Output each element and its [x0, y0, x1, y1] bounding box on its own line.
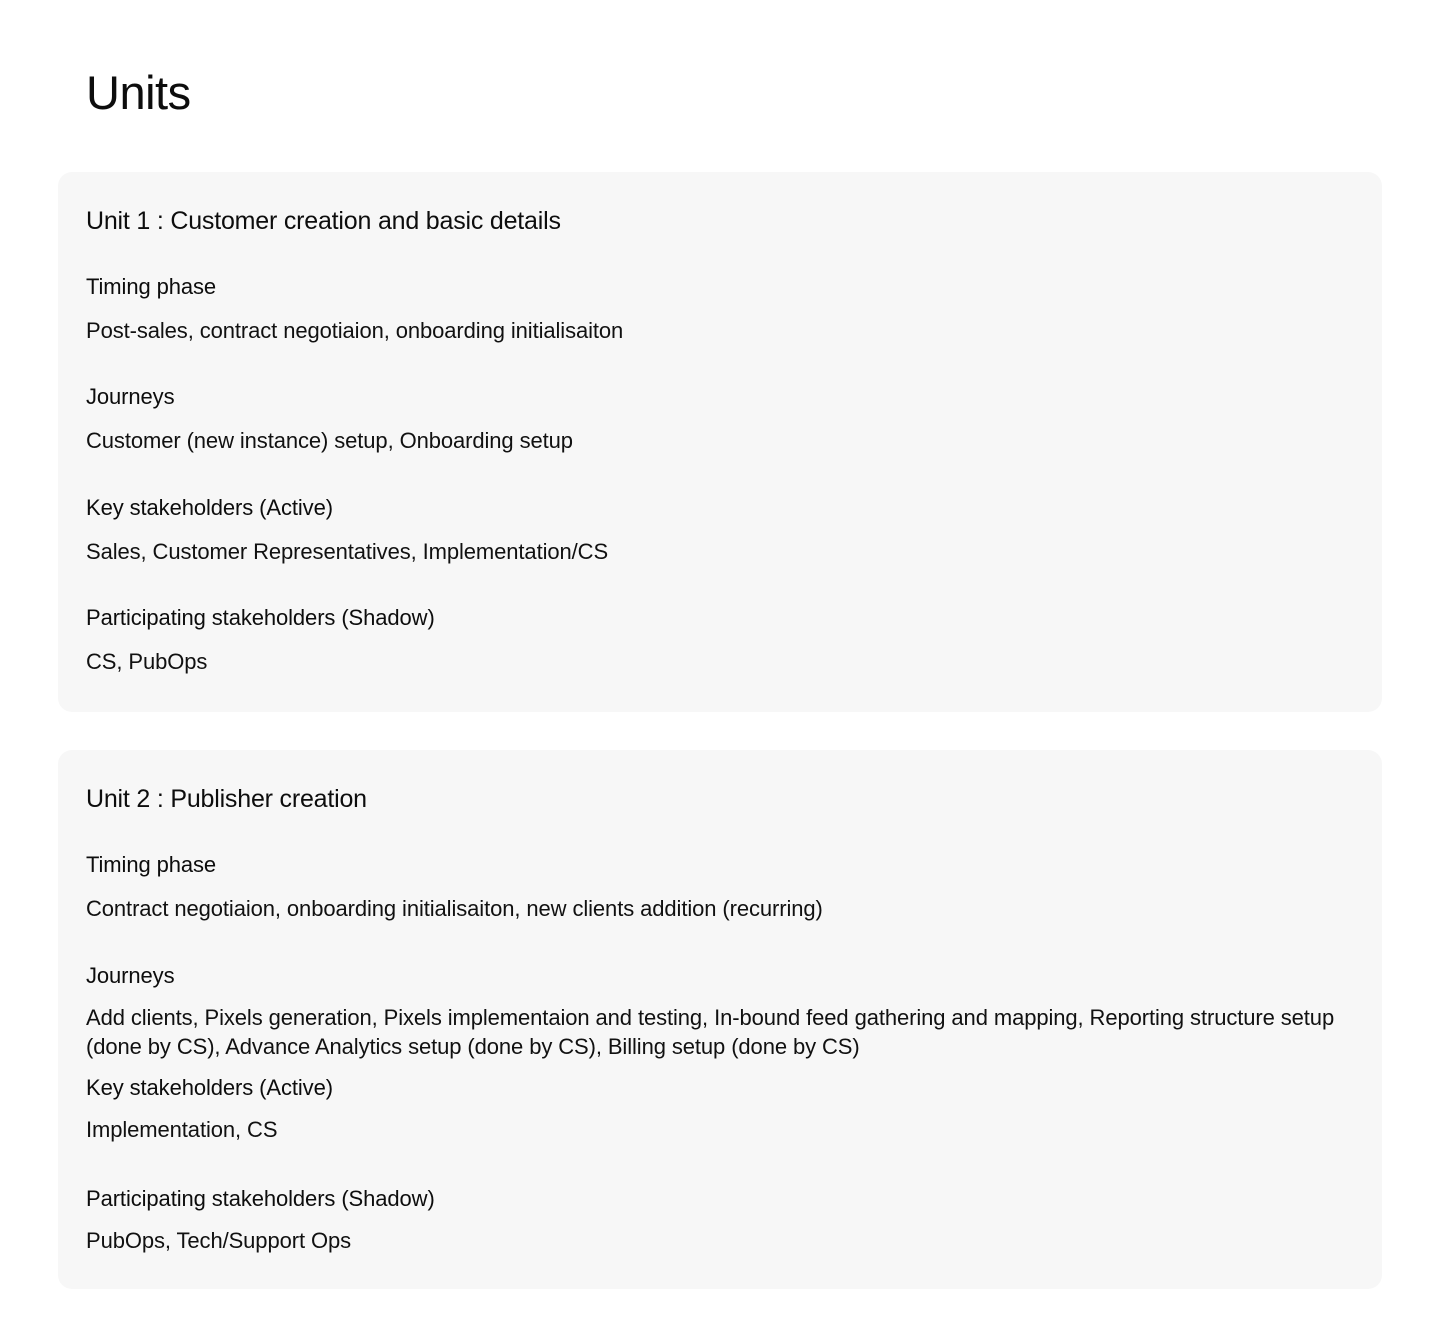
journeys-label: Journeys: [86, 384, 175, 409]
timing-phase-label: Timing phase: [86, 274, 217, 299]
unit-title: Unit 1 : Customer creation and basic details: [86, 207, 561, 235]
participating-stakeholders-value: CS, PubOps: [86, 649, 208, 674]
participating-stakeholders-label: Participating stakeholders (Shadow): [86, 1186, 435, 1211]
timing-phase-value: Post-sales, contract negotiaion, onboarding initialisaiton: [86, 318, 624, 343]
page-title: Units: [86, 66, 191, 119]
participating-stakeholders-label: Participating stakeholders (Shadow): [86, 605, 435, 630]
key-stakeholders-value: Implementation, CS: [86, 1117, 278, 1142]
timing-phase-label: Timing phase: [86, 852, 217, 877]
journeys-value: Customer (new instance) setup, Onboarding setup: [86, 428, 573, 453]
key-stakeholders-value: Sales, Customer Representatives, Implementation/CS: [86, 539, 609, 564]
key-stakeholders-label: Key stakeholders (Active): [86, 495, 333, 520]
journeys-label: Journeys: [86, 963, 175, 988]
participating-stakeholders-value: PubOps, Tech/Support Ops: [86, 1228, 352, 1253]
key-stakeholders-label: Key stakeholders (Active): [86, 1075, 333, 1100]
unit-card: [58, 172, 1382, 712]
unit-card: [58, 750, 1382, 1289]
journeys-value: Add clients, Pixels generation, Pixels implementaion and testing, In-bound feed gathering and mapping, Reporting structure setup (done by CS), Advance Analytics setup (done by CS), Billing setup (done by CS): [86, 1005, 1335, 1059]
timing-phase-value: Contract negotiaion, onboarding initialisaiton, new clients addition (recurring): [86, 896, 823, 921]
unit-title: Unit 2 : Publisher creation: [86, 785, 367, 813]
